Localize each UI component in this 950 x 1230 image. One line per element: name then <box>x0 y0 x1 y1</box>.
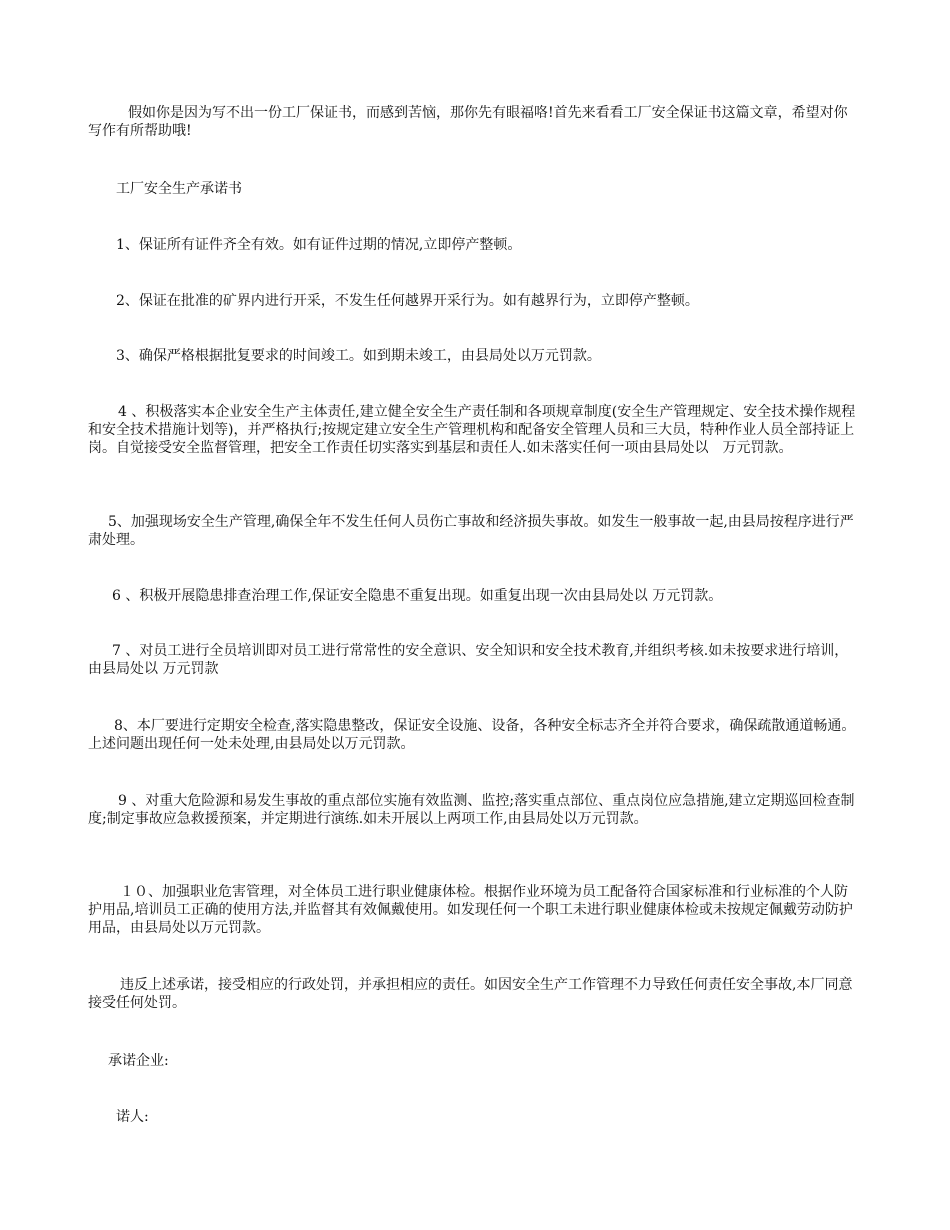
item-5: 5、加强现场安全生产管理,确保全年不发生任何人员伤亡事故和经济损失事故。如发生一般事故一起,由县局按程序进行严肃处理。 <box>88 514 854 548</box>
item-6: 6 、积极开展隐患排查治理工作,保证安全隐患不重复出现。如重复出现一次由县局处以 万元罚款。 <box>112 588 723 604</box>
intro-paragraph: 假如你是因为写不出一份工厂保证书，而感到苦恼，那你先有眼福咯!首先来看看工厂安全保证书这篇文章，希望对你写作有所帮助哦! <box>88 105 848 139</box>
signature-person: 诺人: <box>116 1109 149 1125</box>
item-1: 1、保证所有证件齐全有效。如有证件过期的情况,立即停产整顿。 <box>116 237 522 253</box>
document-title: 工厂安全生产承诺书 <box>116 181 242 197</box>
item-4: 4 、积极落实本企业安全生产主体责任,建立健全安全生产责任制和各项规章制度(安全生产管理规定、安全技术操作规程和安全技术措施计划等)，并严格执行;按规定建立安全生产管理机构和配备安全管理人员和三大员，特种作业人员全部持证上岗。自觉接受安全监督管理，把安全工作责任切实落实到基层和责任人.如未落实任何一项由县局处以 万元罚款。 <box>88 404 856 456</box>
closing-paragraph: 违反上述承诺，接受相应的行政处罚，并承担相应的责任。如因安全生产工作管理不力导致任何责任安全事故,本厂同意接受任何处罚。 <box>88 977 853 1011</box>
item-7: 7 、对员工进行全员培训即对员工进行常常性的安全意识、安全知识和安全技术教育,并组织考核.如未按要求进行培训，由县局处以 万元罚款 <box>88 643 849 677</box>
item-2: 2、保证在批准的矿界内进行开采，不发生任何越界开采行为。如有越界行为，立即停产整顿。 <box>116 293 699 309</box>
signature-company: 承诺企业: <box>108 1053 169 1069</box>
item-8: 8、本厂要进行定期安全检查,落实隐患整改，保证安全设施、设备，各种安全标志齐全并符合要求，确保疏散通道畅通。上述问题出现任何一处未处理,由县局处以万元罚款。 <box>88 718 856 752</box>
item-9: 9 、对重大危险源和易发生事故的重点部位实施有效监测、监控;落实重点部位、重点岗位应急措施,建立定期巡回检查制度;制定事故应急救援预案，并定期进行演练.如未开展以上两项工作,由县局处以万元罚款。 <box>88 793 855 827</box>
item-10: １０、加强职业危害管理，对全体员工进行职业健康体检。根据作业环境为员工配备符合国家标准和行业标准的个人防护用品,培训员工正确的使用方法,并监督其有效佩戴使用。如发现任何一个职工未进行职业健康体检或未按规定佩戴劳动防护用品，由县局处以万元罚款。 <box>88 884 853 936</box>
item-3: 3、确保严格根据批复要求的时间竣工。如到期未竣工，由县局处以万元罚款。 <box>116 348 601 364</box>
